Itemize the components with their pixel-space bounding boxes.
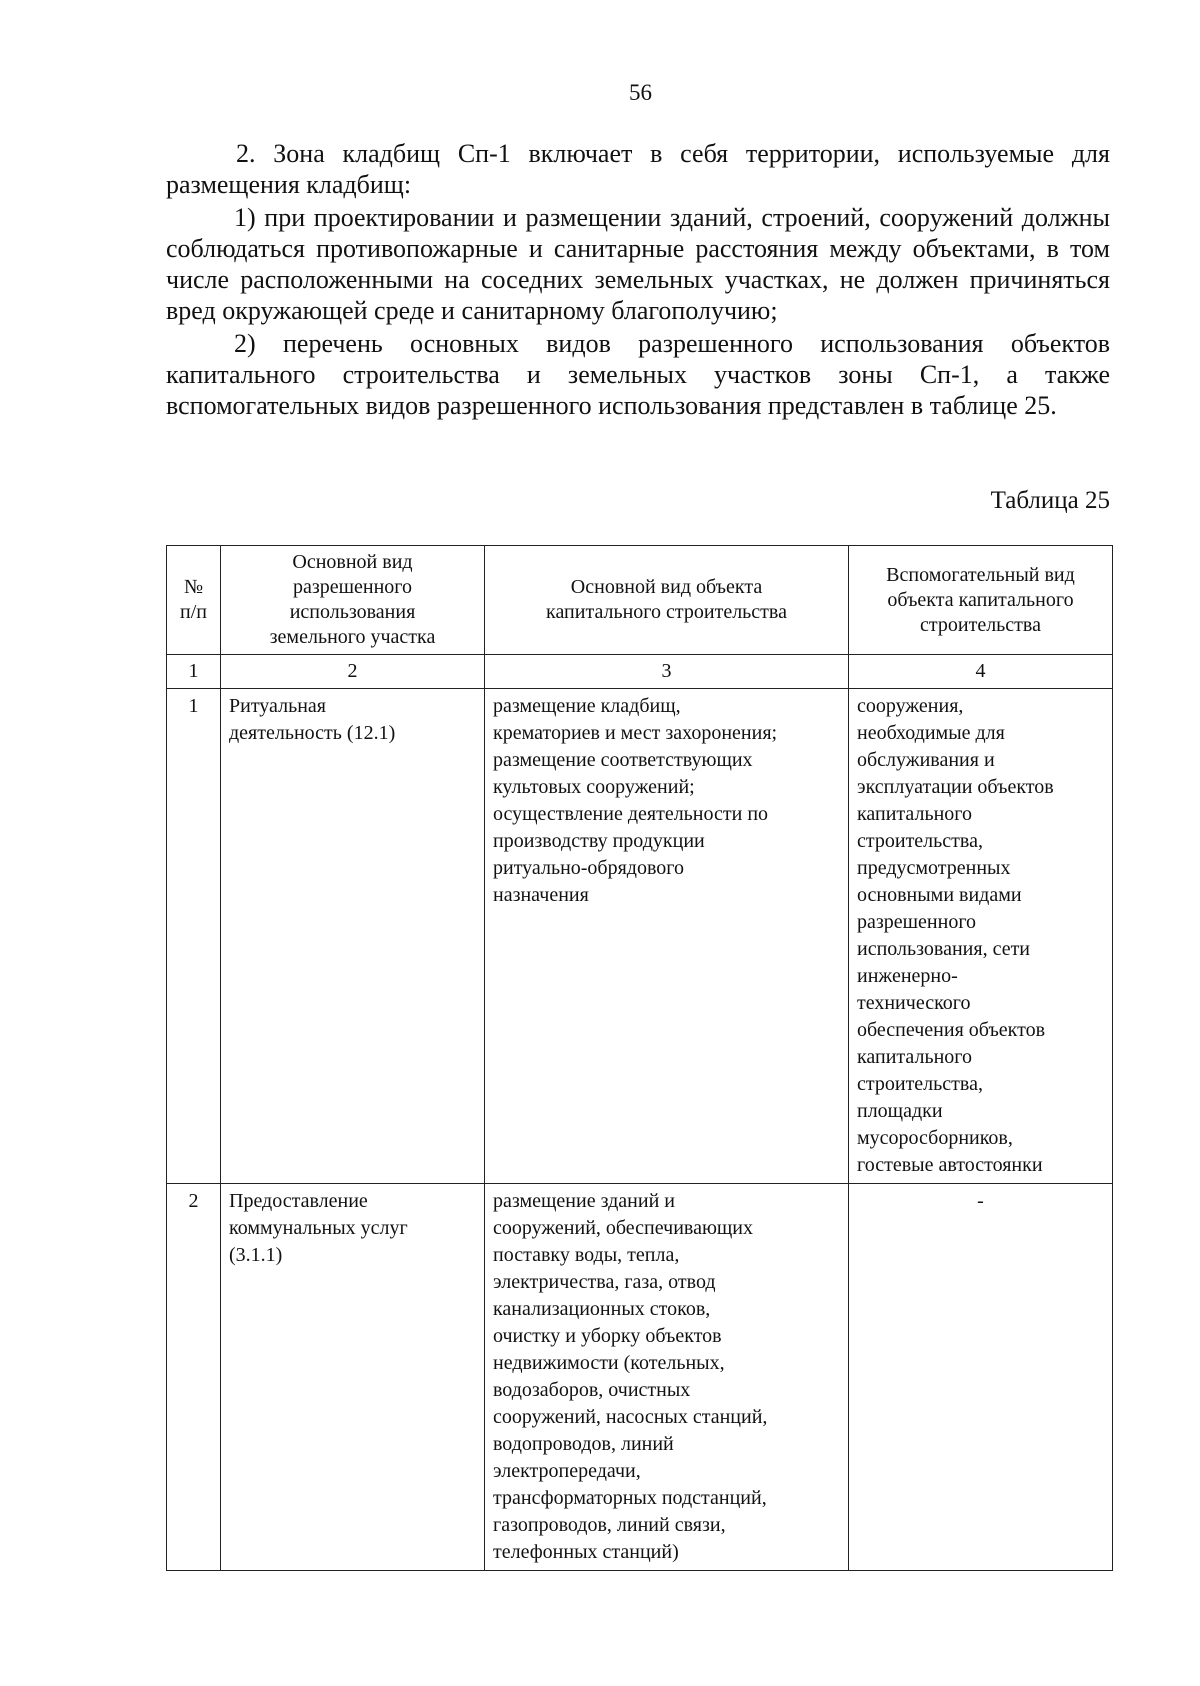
land-use-cell: Предоставление коммунальных услуг (3.1.1) (221, 1184, 485, 1571)
auxiliary-object-cell: сооружения, необходимые для обслуживания и эксплуатации объектов капитального строительства, предусмотренных основными видами разрешенного использования, сети инженерно- технического обеспечения объектов капитального строительства, площадки мусоросборников, гостевые автостоянки (849, 689, 1113, 1184)
land-use-table (166, 545, 1113, 1571)
column-number-cell: 1 (167, 655, 221, 689)
table-row (167, 689, 1113, 1184)
table-header-row (167, 546, 1113, 655)
header-number: № п/п (167, 546, 221, 655)
column-number-cell: 4 (849, 655, 1113, 689)
main-object-cell: размещение зданий и сооружений, обеспечивающих поставку воды, тепла, электричества, газа, отвод канализационных стоков, очистку и уборку объектов недвижимости (котельных, водозаборов, очистных сооружений, насосных станций, водопроводов, линий электропередачи, трансформаторных подстанций, газопроводов, линий связи, телефонных станций) (485, 1184, 849, 1571)
header-land-use: Основной вид разрешенного использования земельного участка (221, 546, 485, 655)
paragraph-item-2: 2) перечень основных видов разрешенного использования объектов капитального строительства и земельных участков зоны Сп-1, а также вспомогательных видов разрешенного использования представлен в таблице 25. (166, 329, 1110, 420)
paragraph-zone-description: 2. Зона кладбищ Сп-1 включает в себя территории, используемые для размещения кладбищ: (166, 139, 1110, 199)
page-number: 56 (629, 80, 652, 105)
row-number-cell: 1 (167, 689, 221, 1184)
column-number-row (167, 655, 1113, 689)
paragraph-item-1: 1) при проектировании и размещении зданий, строений, сооружений должны соблюдаться противопожарные и санитарные расстояния между объектами, в том числе расположенными на соседних земельных участках, не должен причиняться вред окружающей среде и санитарному благополучию; (166, 203, 1110, 325)
column-number-cell: 2 (221, 655, 485, 689)
land-use-cell: Ритуальная деятельность (12.1) (221, 689, 485, 1184)
table-row (167, 1184, 1113, 1571)
auxiliary-object-cell: - (849, 1184, 1113, 1571)
row-number-cell: 2 (167, 1184, 221, 1571)
column-number-cell: 3 (485, 655, 849, 689)
header-auxiliary-object: Вспомогательный вид объекта капитального строительства (849, 546, 1113, 655)
header-main-object: Основной вид объекта капитального строительства (485, 546, 849, 655)
table-caption: Таблица 25 (990, 487, 1110, 514)
main-object-cell: размещение кладбищ, крематориев и мест захоронения; размещение соответствующих культовых сооружений; осуществление деятельности по производству продукции ритуально-обрядового назначения (485, 689, 849, 1184)
